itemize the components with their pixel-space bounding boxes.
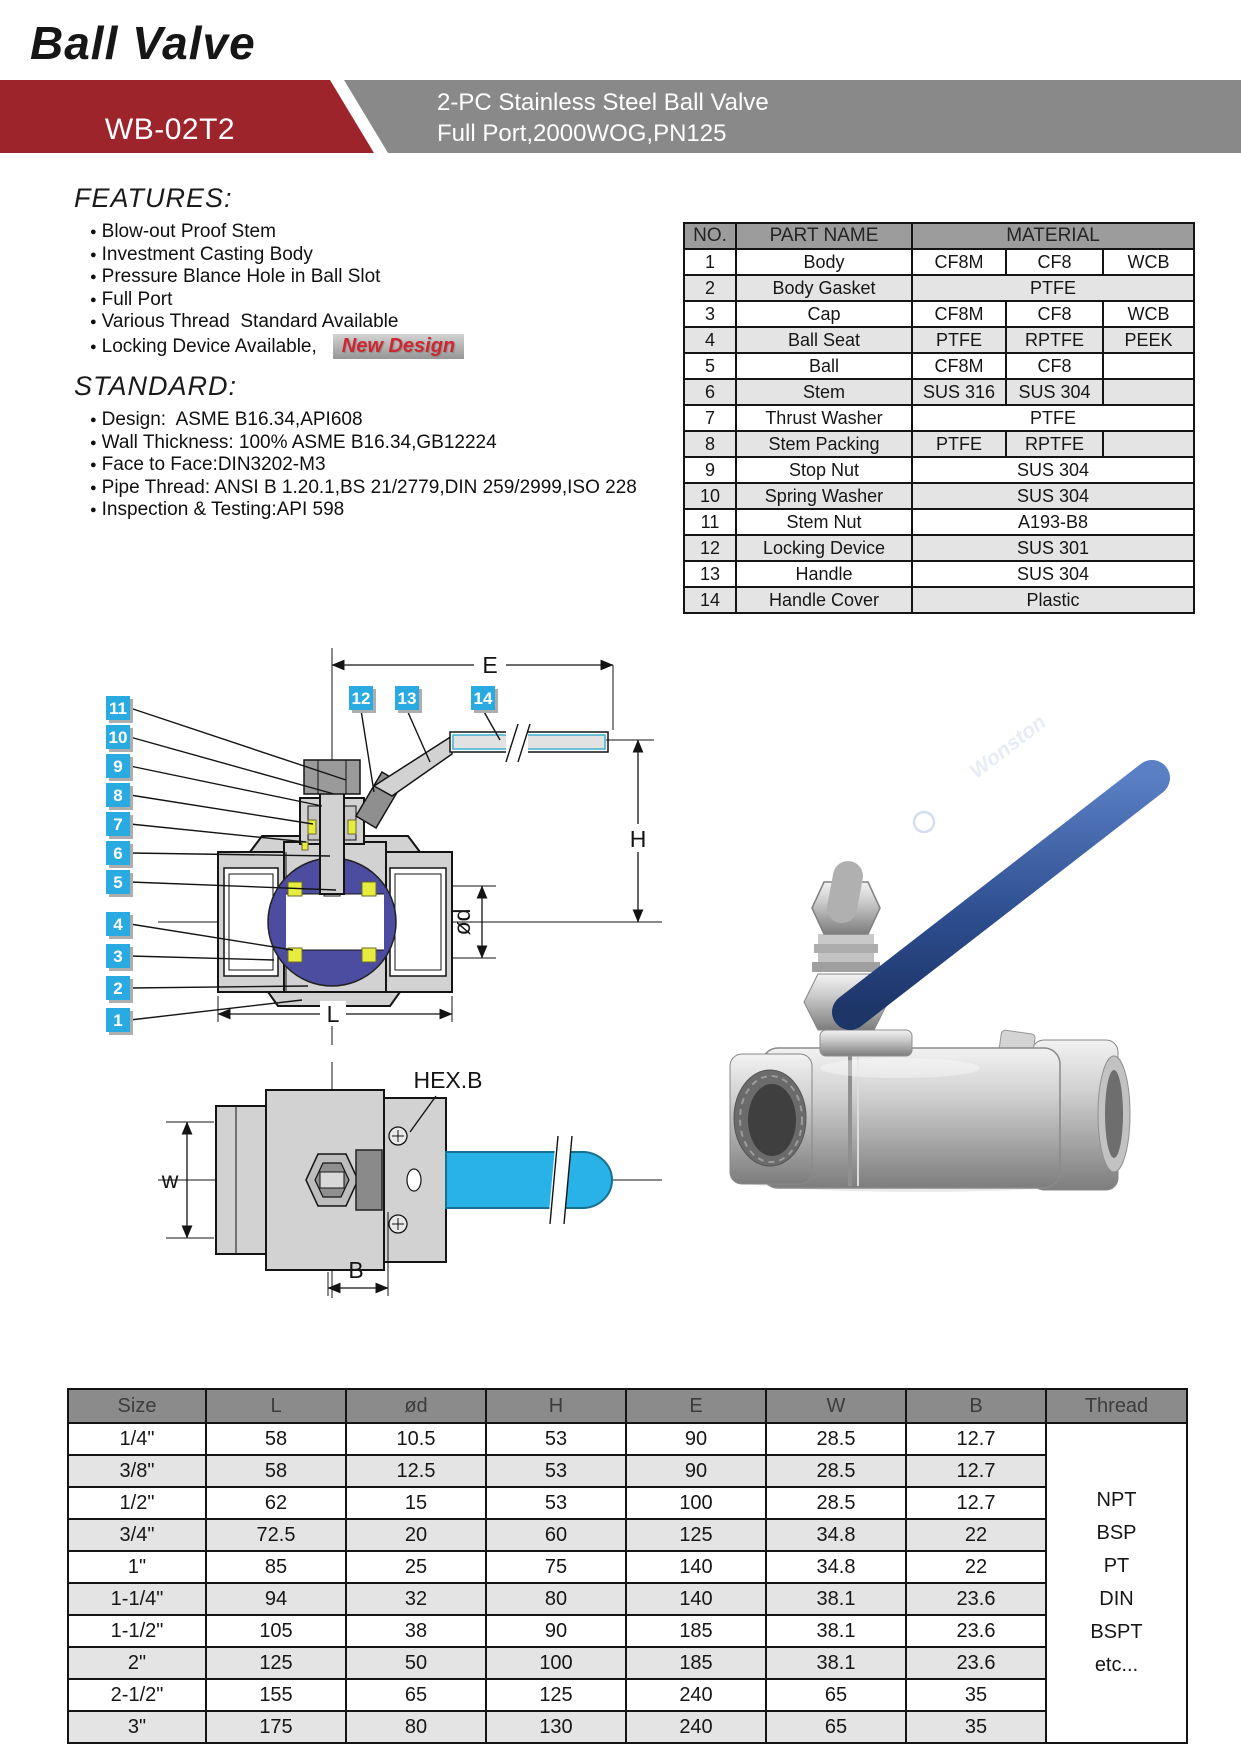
part-no: 5 — [684, 353, 736, 379]
part-no: 2 — [684, 275, 736, 301]
table-row — [684, 275, 1194, 301]
table-row — [684, 431, 1194, 457]
table-row — [684, 509, 1194, 535]
table-row — [684, 405, 1194, 431]
part-name: Stem — [736, 379, 912, 405]
size-cell: 1" — [68, 1551, 206, 1583]
table-row: 2-1/2" 155 65 125 240 65 35 — [68, 1679, 1187, 1711]
stem-packing — [348, 820, 356, 834]
table-row — [684, 327, 1194, 353]
valve-top-view — [158, 1062, 662, 1298]
technical-drawing — [80, 575, 680, 1345]
part-no: 3 — [684, 301, 736, 327]
standard-item: ● Pipe Thread: ANSI B 1.20.1,BS 21/2779,DIN 259/2999,ISO 228 — [90, 477, 637, 500]
parts-material-table — [683, 222, 1195, 614]
dim-label-hexb: HEX.B — [413, 1067, 483, 1093]
handle-grip-top — [446, 1152, 612, 1208]
product-description — [437, 87, 769, 149]
ball-seat — [362, 882, 376, 896]
part-no: 6 — [684, 379, 736, 405]
material-cell: CF8 — [1006, 249, 1103, 275]
callout-number: 1 — [113, 1011, 123, 1030]
size-cell: 1/4" — [68, 1423, 206, 1455]
material-cell — [1103, 379, 1194, 405]
thread-standards-cell: NPT BSP PT DIN BSPT etc... — [1046, 1423, 1187, 1743]
part-name: Cap — [736, 301, 912, 327]
callout-14 — [471, 686, 498, 713]
callout-number: 8 — [113, 786, 123, 805]
brand-logo — [914, 812, 934, 832]
product-line1: 2-PC Stainless Steel Ball Valve — [437, 89, 769, 116]
callout-number: 5 — [113, 873, 123, 892]
col-thread: Thread — [1046, 1389, 1187, 1423]
callout-1 — [106, 1008, 133, 1035]
material-cell: CF8 — [1006, 353, 1103, 379]
features-section — [74, 183, 464, 359]
material-cell: CF8M — [912, 249, 1006, 275]
material-cell: RPTFE — [1006, 327, 1103, 353]
table-row: 3/8" 58 12.5 53 90 28.5 12.7 — [68, 1455, 1187, 1487]
callout-number: 14 — [473, 689, 493, 708]
part-no: 4 — [684, 327, 736, 353]
table-header-row — [684, 223, 1194, 249]
part-name: Ball Seat — [736, 327, 912, 353]
size-cell: 3/8" — [68, 1455, 206, 1487]
callout-6 — [106, 841, 133, 868]
left-port-top — [216, 1106, 266, 1254]
material-cell: SUS 301 — [912, 535, 1194, 561]
callout-number: 13 — [397, 689, 417, 708]
dim-label-od: ød — [449, 908, 475, 936]
col-H: H — [486, 1389, 626, 1423]
feature-item: ● Blow-out Proof Stem — [90, 221, 464, 244]
dim-label-W: w — [161, 1167, 179, 1193]
callout-number: 2 — [113, 979, 123, 998]
part-name: Handle — [736, 561, 912, 587]
callout-number: 4 — [113, 915, 123, 934]
table-row — [684, 535, 1194, 561]
table-row: 2" 125 50 100 185 38.1 23.6 — [68, 1647, 1187, 1679]
feature-item: ● Investment Casting Body — [90, 244, 464, 267]
dim-label-L: L — [326, 1001, 340, 1027]
callout-10 — [106, 725, 133, 752]
material-cell: Plastic — [912, 587, 1194, 613]
new-design-badge: New Design — [333, 334, 464, 359]
callout-number: 10 — [108, 728, 128, 747]
feature-item: ● Full Port — [90, 289, 464, 312]
size-cell: 1/2" — [68, 1487, 206, 1519]
material-cell: CF8M — [912, 301, 1006, 327]
col-E: E — [626, 1389, 766, 1423]
material-cell: WCB — [1103, 301, 1194, 327]
part-no: 9 — [684, 457, 736, 483]
handle-hole — [407, 1169, 421, 1191]
table-row: 1" 85 25 75 140 34.8 22 — [68, 1551, 1187, 1583]
part-name: Stop Nut — [736, 457, 912, 483]
dim-label-B: B — [348, 1257, 364, 1283]
callout-number: 12 — [351, 689, 371, 708]
material-cell — [1103, 431, 1194, 457]
size-cell: 1-1/2" — [68, 1615, 206, 1647]
thrust-washer — [302, 842, 308, 850]
col-od: ød — [346, 1389, 486, 1423]
part-name: Stem Packing — [736, 431, 912, 457]
brand-name: Wonston — [965, 710, 1051, 784]
handle-cover — [453, 735, 605, 749]
part-no: 13 — [684, 561, 736, 587]
part-no: 12 — [684, 535, 736, 561]
callout-11 — [106, 696, 133, 723]
col-L: L — [206, 1389, 346, 1423]
col-material: MATERIAL — [912, 223, 1194, 249]
callout-12 — [349, 686, 376, 713]
standard-item: ● Wall Thickness: 100% ASME B16.34,GB12224 — [90, 432, 637, 455]
callout-7 — [106, 812, 133, 839]
material-cell: SUS 304 — [1006, 379, 1103, 405]
standard-item: ● Inspection & Testing:API 598 — [90, 499, 637, 522]
handle-bend — [374, 736, 452, 796]
features-list — [74, 221, 464, 359]
part-name: Stem Nut — [736, 509, 912, 535]
standard-item: ● Face to Face:DIN3202-M3 — [90, 454, 637, 477]
callout-5 — [106, 870, 133, 897]
size-dimension-table — [67, 1388, 1188, 1744]
material-cell: WCB — [1103, 249, 1194, 275]
table-row: 1/4" 58 10.5 53 90 28.5 12.7 NPT BSP PT DIN BSPT etc... — [68, 1423, 1187, 1455]
callout-2 — [106, 976, 133, 1003]
material-cell: RPTFE — [1006, 431, 1103, 457]
part-name: Thrust Washer — [736, 405, 912, 431]
handle-photo — [850, 778, 1152, 1012]
material-cell: PTFE — [912, 405, 1194, 431]
feature-item: ● Pressure Blance Hole in Ball Slot — [90, 266, 464, 289]
standard-item: ● Design: ASME B16.34,API608 — [90, 409, 637, 432]
part-name: Locking Device — [736, 535, 912, 561]
bore — [286, 894, 384, 950]
callout-number: 3 — [113, 947, 123, 966]
material-cell — [1103, 353, 1194, 379]
features-heading: FEATURES: — [74, 183, 233, 213]
callout-13 — [395, 686, 422, 713]
col-part-name: PART NAME — [736, 223, 912, 249]
material-cell: PTFE — [912, 327, 1006, 353]
col-size: Size — [68, 1389, 206, 1423]
material-cell: PTFE — [912, 431, 1006, 457]
part-name: Handle Cover — [736, 587, 912, 613]
table-row — [684, 353, 1194, 379]
callout-8 — [106, 783, 133, 810]
callout-number: 7 — [113, 815, 123, 834]
size-cell: 3" — [68, 1711, 206, 1743]
part-no: 10 — [684, 483, 736, 509]
feature-item: ● Locking Device Available, New Design — [90, 334, 464, 359]
table-row — [684, 301, 1194, 327]
col-B: B — [906, 1389, 1046, 1423]
table-row: 3/4" 72.5 20 60 125 34.8 22 — [68, 1519, 1187, 1551]
material-cell: CF8M — [912, 353, 1006, 379]
part-no: 8 — [684, 431, 736, 457]
material-cell: SUS 304 — [912, 561, 1194, 587]
stem-flats — [320, 1172, 344, 1188]
product-photo — [700, 680, 1200, 1200]
callout-9 — [106, 754, 133, 781]
table-row: 1-1/2" 105 38 90 185 38.1 23.6 — [68, 1615, 1187, 1647]
material-cell: PTFE — [912, 275, 1194, 301]
valve-cross-section — [218, 724, 608, 1006]
material-cell: SUS 316 — [912, 379, 1006, 405]
part-no: 14 — [684, 587, 736, 613]
size-cell: 2-1/2" — [68, 1679, 206, 1711]
col-no: NO. — [684, 223, 736, 249]
material-cell: A193-B8 — [912, 509, 1194, 535]
material-cell: SUS 304 — [912, 483, 1194, 509]
table-row: 1/2" 62 15 53 100 28.5 12.7 — [68, 1487, 1187, 1519]
part-name: Body Gasket — [736, 275, 912, 301]
material-cell: SUS 304 — [912, 457, 1194, 483]
table-row — [684, 379, 1194, 405]
table-row — [684, 457, 1194, 483]
callout-number: 9 — [113, 757, 123, 776]
dim-label-E: E — [482, 652, 498, 678]
size-cell: 2" — [68, 1647, 206, 1679]
product-line2: Full Port,2000WOG,PN125 — [437, 120, 727, 147]
standard-list — [74, 409, 637, 522]
part-name: Ball — [736, 353, 912, 379]
material-cell: CF8 — [1006, 301, 1103, 327]
col-W: W — [766, 1389, 906, 1423]
size-cell: 3/4" — [68, 1519, 206, 1551]
feature-item: ● Various Thread Standard Available — [90, 311, 464, 334]
part-no: 1 — [684, 249, 736, 275]
page-title: Ball Valve — [30, 17, 256, 69]
part-no: 11 — [684, 509, 736, 535]
callout-number: 6 — [113, 844, 123, 863]
table-row: 1-1/4" 94 32 80 140 38.1 23.6 — [68, 1583, 1187, 1615]
table-row — [684, 587, 1194, 613]
size-cell: 1-1/4" — [68, 1583, 206, 1615]
table-row — [684, 249, 1194, 275]
model-number: WB-02T2 — [104, 113, 236, 146]
callout-4 — [106, 912, 133, 939]
material-cell: PEEK — [1103, 327, 1194, 353]
table-row: 3" 175 80 130 240 65 35 — [68, 1711, 1187, 1743]
table-row — [684, 483, 1194, 509]
header-banner — [0, 80, 1241, 153]
standard-heading: STANDARD: — [74, 371, 238, 401]
callout-3 — [106, 944, 133, 971]
table-header-row — [68, 1389, 1187, 1423]
part-name: Spring Washer — [736, 483, 912, 509]
standard-section — [74, 371, 637, 522]
table-row — [684, 561, 1194, 587]
stem-nut — [304, 760, 360, 794]
dim-label-H: H — [629, 826, 647, 852]
ball-seat — [362, 948, 376, 962]
part-name: Body — [736, 249, 912, 275]
part-no: 7 — [684, 405, 736, 431]
callout-number: 11 — [109, 699, 127, 718]
handle-clamp — [356, 1150, 382, 1210]
stem-packing — [308, 820, 316, 834]
